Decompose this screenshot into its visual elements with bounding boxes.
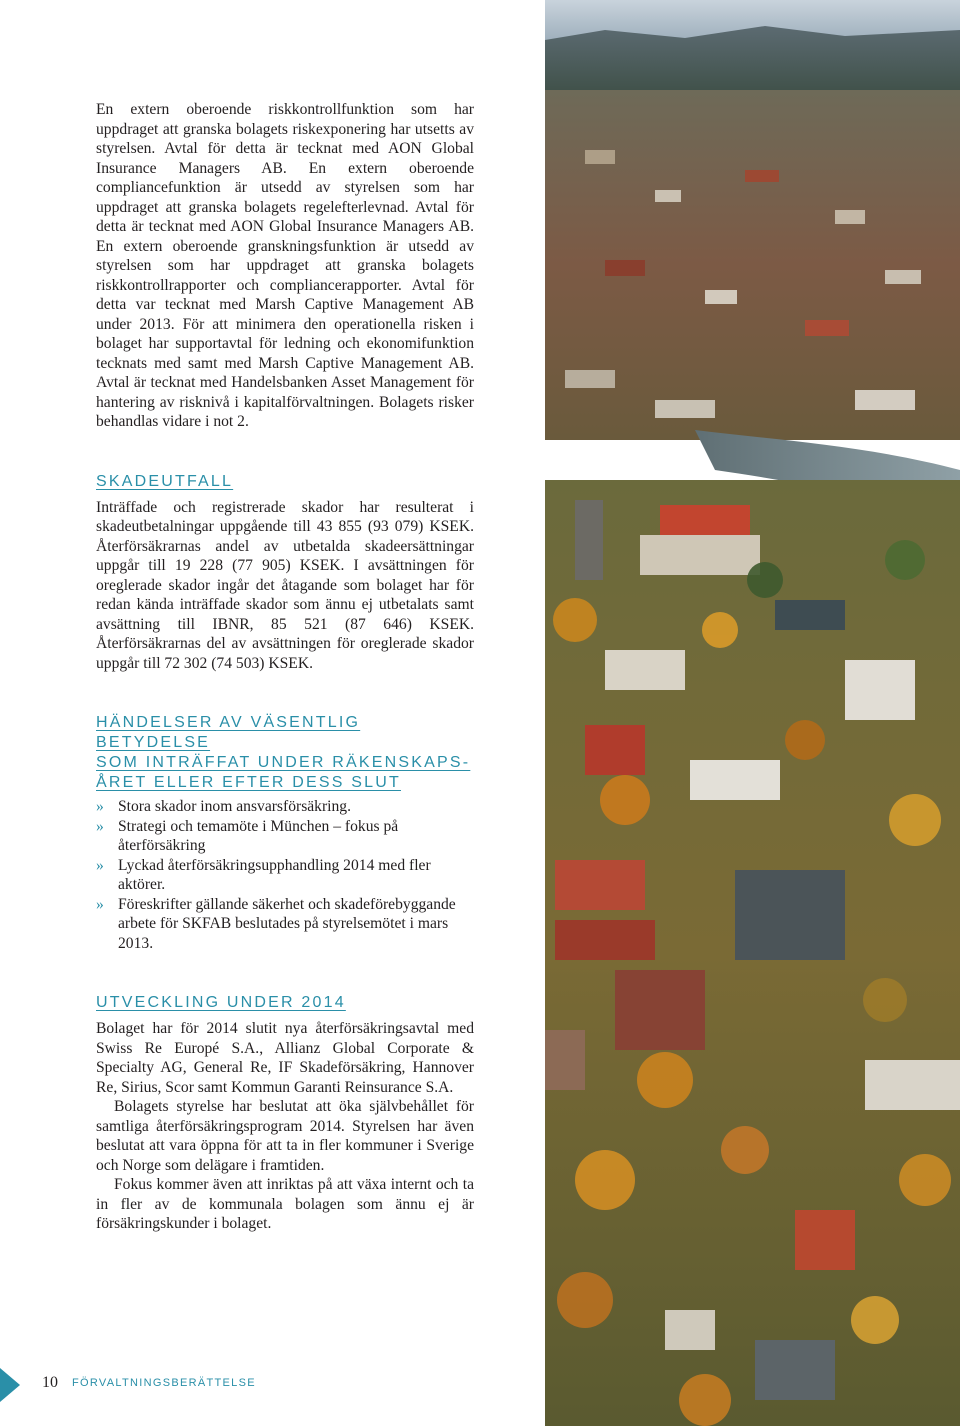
intro-paragraph: En extern oberoende riskkontrollfunktion som har uppdraget att granska bolagets riskexponering har utsetts av styrelsen. Avtal för detta är tecknat med AON Global Insurance Managers AB. En extern oberoende compliancefunktion är utsedd av styrelsen som har uppdraget att granska bolagets regelefterlevnad. Avtal för detta är tecknat med AON Global Insurance Managers AB. En extern oberoende granskningsfunktion är utsedd av styrelsen som har uppdraget att granska bolagets riskkontrollrapporter och compliancerapporter. Avtal för detta var tecknat med Marsh Captive Management AB under 2013. För att minimera den operationella risken i bolaget har supportavtal för ledning och ekonomifunktion tecknats med samt med Marsh Captive Management AB. Avtal är tecknat med Handelsbanken Asset Management för hantering av risknivå i kapitalförvaltningen. Bolagets risker behandlas vidare i not 2. [96,101,474,430]
spacer [96,432,474,472]
bullet-marker: » [96,817,104,835]
bullet-marker: » [96,798,104,815]
skadeutfall-paragraph: Inträffade och registrerade skador har resulterat i skadeutbetalningar uppgående till 43 855 (93 079) KSEK. Återförsäkrarnas andel av utbetalda skadeersättningar uppgår till 19 228 (77 905) KSEK. I avsättningen för oreglerade skador ingår det åtagande som bolaget har för redan kända inträffade skador som ännu ej utbetalats samt avsättning till IBNR, 85 521 (87 646) KSEK. Återförsäkrarnas del av avsättningen för oreglerade skador uppgår till 72 302 (74 503) KSEK. [96,498,474,672]
main-text-column [96,100,474,1234]
spacer [96,953,474,993]
spacer [96,673,474,713]
page-footer [0,1364,300,1404]
list-item: » Stora skador inom ansvarsförsäkring. [96,798,351,815]
arrow-marker-icon [0,1368,20,1402]
bullet-marker: » [96,895,104,913]
footer-section-label: FÖRVALTNINGSBERÄTTELSE [72,1377,256,1389]
list-item: » Lyckad återförsäkringsupphandling 2014 med fler aktörer. [96,856,431,893]
section-heading-utveckling: UTVECKLING UNDER 2014 [96,994,346,1011]
aerial-city-photo [545,0,960,1426]
handelser-list [96,797,474,953]
utveckling-paragraph-2: Bolagets styrelse har beslutat att öka självbehållet för samtliga återförsäkringsprogram 2014. Styrelsen har även beslutat att vara öppna för att ta in fler kommuner i Sverige och Norge som delägare i framtiden. [96,1098,474,1174]
list-item: » Föreskrifter gällande säkerhet och skadeförebyggande arbete för SKFAB beslutades på styrelsemötet i mars 2013. [96,895,456,952]
utveckling-paragraph-1: Bolaget har för 2014 slutit nya återförsäkringsavtal med Swiss Re Europé S.A., Allianz Global Corporate & Specialty AG, General Re, IF Skadeförsäkring, Hannover Re, Sirius, Scor samt Kommun Garanti Reinsurance S.A. [96,1020,474,1096]
bullet-marker: » [96,856,104,874]
page-number: 10 [42,1374,58,1391]
utveckling-paragraph-3: Fokus kommer även att inriktas på att växa internt och ta in fler av de kommunala bolagen som ännu ej är försäkringskunder i bolaget. [96,1176,474,1232]
section-heading-skadeutfall: SKADEUTFALL [96,472,234,490]
section-heading-handelser: HÄNDELSER AV VÄSENTLIG BETYDELSE SOM INTRÄFFAT UNDER RÄKENSKAPS- ÅRET ELLER EFTER DESS SLUT [96,714,471,791]
list-item: » Strategi och temamöte i München – fokus på återförsäkring [96,817,399,854]
